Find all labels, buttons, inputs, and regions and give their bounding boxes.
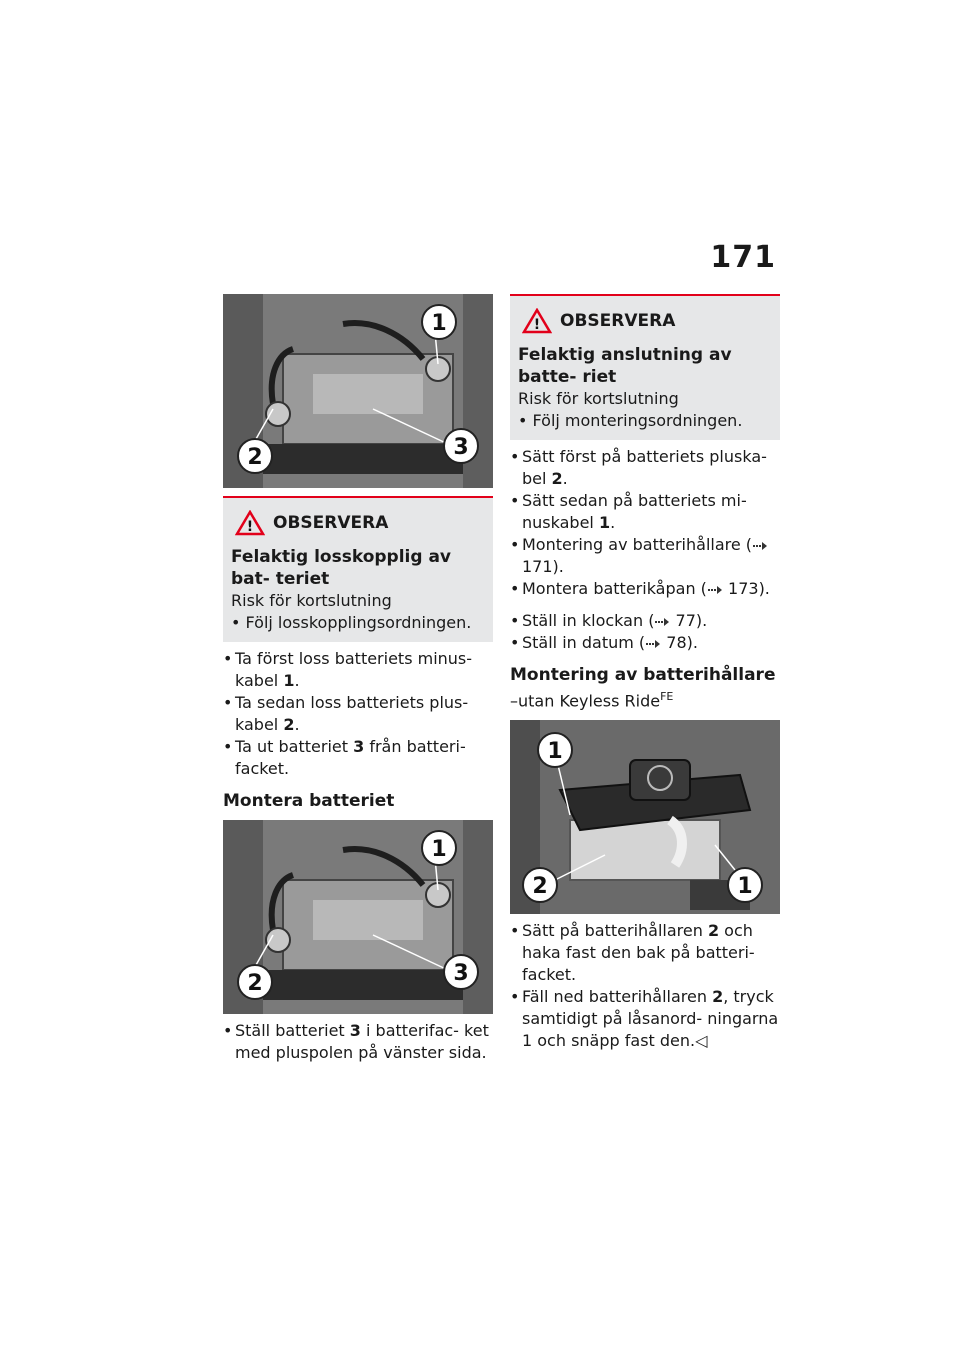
callout-3: 3 — [453, 435, 469, 460]
warning-triangle-icon — [522, 308, 552, 334]
callout-1: 1 — [737, 874, 753, 900]
list-item: • Sätt först på batteriets pluska- bel 2. — [510, 446, 780, 490]
page-ref[interactable]: 78 — [666, 633, 687, 652]
list-item: • Ställ in datum ( 78). — [510, 632, 780, 654]
callout-2: 2 — [247, 971, 263, 996]
callout-1: 1 — [431, 311, 447, 336]
list-item: • Montera batterikåpan ( 173). — [510, 578, 780, 600]
callout-2: 2 — [532, 874, 548, 900]
warning-title: OBSERVERA — [560, 311, 676, 331]
callout-1: 1 — [547, 739, 563, 765]
battery-photo-illustration-2 — [223, 820, 493, 1014]
warning-title: OBSERVERA — [273, 513, 389, 533]
callout-2: 2 — [247, 445, 263, 470]
settings-steps — [510, 610, 780, 654]
page-number: 171 — [710, 240, 776, 275]
warning-risk: Risk för kortslutning — [518, 389, 679, 408]
warning-action: • Följ monteringsordningen. — [518, 411, 743, 430]
battery-photo-illustration — [223, 294, 493, 488]
list-item: • Ta först loss batteriets minus- kabel 1. — [223, 648, 493, 692]
section-subheading: –utan Keyless Ride$^{FE}$ — [510, 690, 674, 711]
svg-text:!: ! — [246, 519, 254, 535]
page-ref-arrow-icon — [645, 639, 661, 649]
warning-box — [223, 496, 493, 642]
holder-steps — [510, 920, 780, 1052]
warning-subtitle: Felaktig losskopplig av bat- teriet — [231, 547, 452, 589]
list-item: • Ta ut batteriet 3 från batteri- facket. — [223, 736, 493, 780]
warning-risk: Risk för kortslutning — [231, 591, 392, 610]
battery-holder-figure — [510, 720, 780, 914]
list-item: • Ställ batteriet 3 i batterifac- ket med pluspolen på vänster sida. — [223, 1020, 493, 1064]
page-ref[interactable]: 77 — [675, 611, 696, 630]
list-item: • Ställ in klockan ( 77). — [510, 610, 780, 632]
list-item: • Montering av batterihållare ( 171). — [510, 534, 780, 578]
list-item: • Ta sedan loss batteriets plus- kabel 2. — [223, 692, 493, 736]
page-ref[interactable]: 173 — [728, 579, 759, 598]
right-column — [510, 294, 780, 1052]
warning-action: • Följ losskopplingsordningen. — [231, 613, 472, 632]
warning-subtitle: Felaktig anslutning av batte- riet — [518, 345, 732, 387]
battery-install-figure — [223, 820, 493, 1014]
page-ref-arrow-icon — [654, 617, 670, 627]
page-ref[interactable]: 171 — [522, 557, 553, 576]
removal-steps — [223, 648, 493, 780]
battery-removal-figure — [223, 294, 493, 488]
section-heading: Montera batteriet — [223, 791, 395, 811]
page-ref-arrow-icon — [707, 585, 723, 595]
callout-3: 3 — [453, 961, 469, 986]
battery-holder-illustration — [510, 720, 780, 914]
install-steps — [223, 1020, 493, 1064]
warning-box — [510, 294, 780, 440]
list-item: • Fäll ned batterihållaren 2, tryck samtidigt på låsanord- ningarna 1 och snäpp fast den.◁ — [510, 986, 780, 1052]
list-item: • Sätt sedan på batteriets mi- nuskabel 1. — [510, 490, 780, 534]
left-column — [223, 294, 493, 1064]
section-heading: Montering av batterihållare — [510, 665, 776, 685]
list-item: • Sätt på batterihållaren 2 och haka fast den bak på batteri- facket. — [510, 920, 780, 986]
warning-triangle-icon — [235, 510, 265, 536]
connect-steps — [510, 446, 780, 600]
callout-1: 1 — [431, 837, 447, 862]
page-ref-arrow-icon — [752, 541, 768, 551]
svg-text:!: ! — [533, 317, 541, 333]
